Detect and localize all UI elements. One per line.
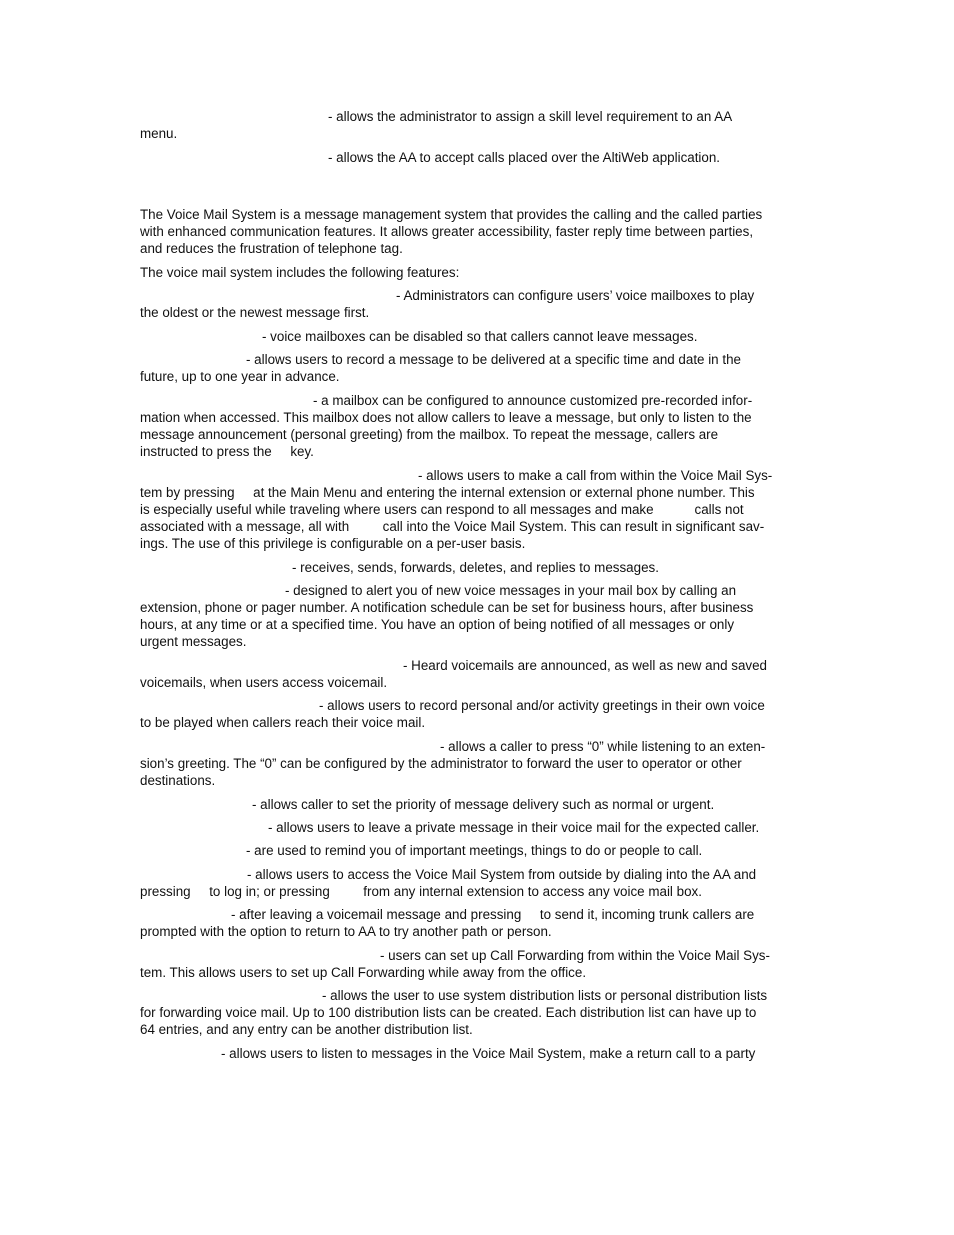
text-line: to be played when callers reach their voice mail. — [140, 715, 426, 730]
text-line: the oldest or the newest message first. — [140, 305, 370, 320]
text-line: - allows the user to use system distribution lists or personal distribution lists — [322, 988, 768, 1003]
text-line: - allows users to make a call from within the Voice Mail Sys- — [418, 468, 773, 483]
text-line: mation when accessed. This mailbox does not allow callers to leave a message, but only to listen to the — [140, 410, 752, 425]
text-line: - Heard voicemails are announced, as well as new and saved — [403, 658, 767, 673]
text-line: - Administrators can configure users’ voice mailboxes to play — [396, 288, 755, 303]
text-line: tem. This allows users to set up Call Forwarding while away from the office. — [140, 965, 587, 980]
text-line: - voice mailboxes can be disabled so that callers cannot leave messages. — [262, 329, 698, 344]
text-line: and reduces the frustration of telephone tag. — [140, 241, 403, 256]
text-line: with enhanced communication features. It allows greater accessibility, faster reply time between parties, — [140, 224, 754, 239]
text-line: - allows users to listen to messages in the Voice Mail System, make a return call to a party — [221, 1046, 756, 1061]
text-line: menu. — [140, 126, 178, 141]
text-line: voicemails, when users access voicemail. — [140, 675, 388, 690]
text-line: extension, phone or pager number. A notification schedule can be set for business hours, after business — [140, 600, 754, 615]
text-line: hours, at any time or at a specified time. You have an option of being notified of all messages or only — [140, 617, 735, 632]
text-line: - users can set up Call Forwarding from within the Voice Mail Sys- — [380, 948, 770, 963]
text-line: urgent messages. — [140, 634, 247, 649]
text-line: - allows the AA to accept calls placed over the AltiWeb application. — [328, 150, 721, 165]
text-line: instructed to press the key. — [140, 444, 314, 459]
text-line: pressing to log in; or pressing from any internal extension to access any voice mail box. — [140, 884, 702, 899]
text-line: - are used to remind you of important meetings, things to do or people to call. — [246, 843, 703, 858]
text-line: - allows the administrator to assign a skill level requirement to an AA — [328, 109, 733, 124]
text-line: - allows a caller to press “0” while listening to an exten- — [440, 739, 766, 754]
text-line: is especially useful while traveling where users can respond to all messages and make calls not — [140, 502, 744, 517]
text-line: associated with a message, all with call into the Voice Mail System. This can result in significant sav- — [140, 519, 765, 534]
text-line: - designed to alert you of new voice messages in your mail box by calling an — [285, 583, 737, 598]
text-line: - after leaving a voicemail message and pressing to send it, incoming trunk callers are — [231, 907, 755, 922]
text-line: for forwarding voice mail. Up to 100 distribution lists can be created. Each distribution list can have up to — [140, 1005, 757, 1020]
text-line: sion’s greeting. The “0” can be configured by the administrator to forward the user to operator or other — [140, 756, 742, 771]
text-line: tem by pressing at the Main Menu and entering the internal extension or external phone number. This — [140, 485, 755, 500]
text-line: - allows users to record a message to be delivered at a specific time and date in the — [246, 352, 741, 367]
text-line: - allows users to access the Voice Mail System from outside by dialing into the AA and — [247, 867, 757, 882]
text-line: message announcement (personal greeting) from the mailbox. To repeat the message, callers are — [140, 427, 719, 442]
text-line: The voice mail system includes the following features: — [140, 265, 460, 280]
text-line: future, up to one year in advance. — [140, 369, 340, 384]
text-line: 64 entries, and any entry can be another distribution list. — [140, 1022, 473, 1037]
text-line: The Voice Mail System is a message management system that provides the calling and the called parties — [140, 207, 763, 222]
text-line: - a mailbox can be configured to announce customized pre-recorded infor- — [313, 393, 753, 408]
text-line: destinations. — [140, 773, 216, 788]
text-line: - allows users to leave a private message in their voice mail for the expected caller. — [268, 820, 760, 835]
text-line: prompted with the option to return to AA to try another path or person. — [140, 924, 552, 939]
text-line: - receives, sends, forwards, deletes, and replies to messages. — [292, 560, 659, 575]
text-line: - allows caller to set the priority of message delivery such as normal or urgent. — [252, 797, 715, 812]
text-line: - allows users to record personal and/or activity greetings in their own voice — [319, 698, 765, 713]
text-line: ings. The use of this privilege is configurable on a per-user basis. — [140, 536, 526, 551]
